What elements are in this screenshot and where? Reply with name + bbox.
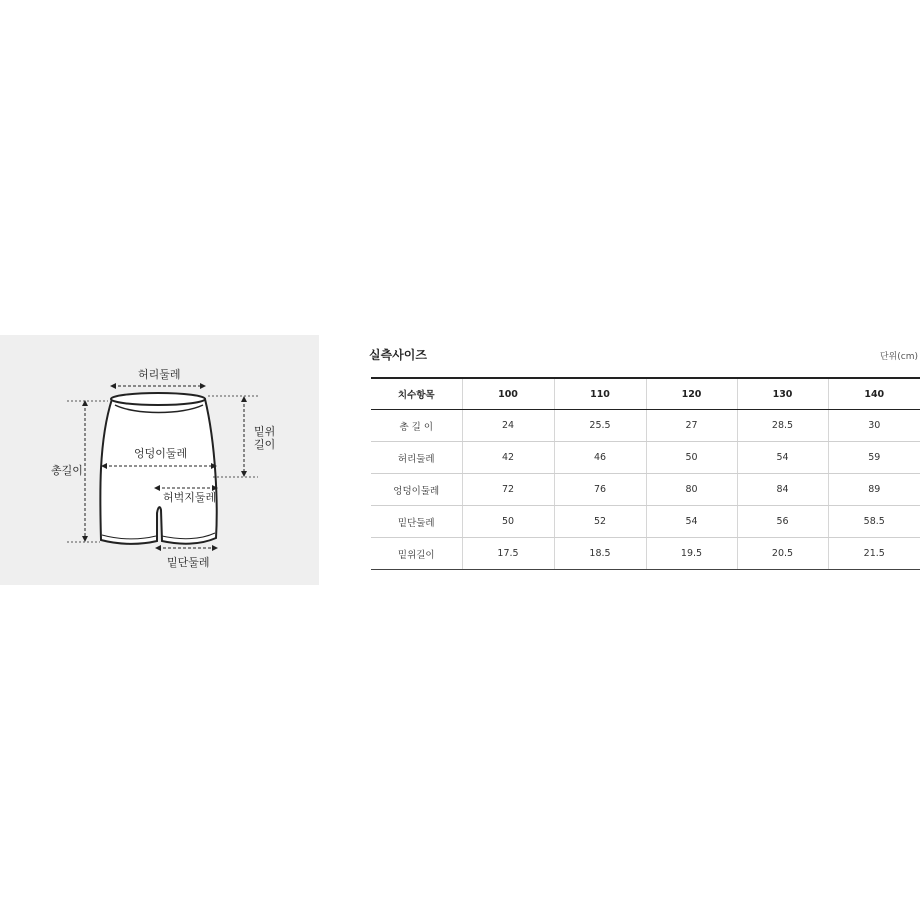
table-row [371, 538, 920, 570]
rise-label-line1: 밑위 [254, 425, 276, 438]
table-cell: 19.5 [646, 538, 737, 570]
total-length-label: 총길이 [51, 464, 83, 477]
hem-arrow-right [212, 545, 218, 551]
waist-arrow-right [200, 383, 206, 389]
table-cell: 42 [462, 442, 554, 474]
table-cell: 89 [828, 474, 920, 506]
row-label: 총 길 이 [371, 410, 462, 442]
waistband [111, 393, 205, 405]
table-cell: 18.5 [554, 538, 646, 570]
table-cell: 76 [554, 474, 646, 506]
table-cell: 50 [462, 506, 554, 538]
table-row [371, 474, 920, 506]
rise-label-line2: 길이 [254, 438, 276, 451]
table-header-row [371, 378, 920, 410]
table-cell: 20.5 [737, 538, 828, 570]
table-cell: 25.5 [554, 410, 646, 442]
waist-label: 허리둘레 [138, 368, 181, 381]
total-length-arrow-bottom [82, 536, 88, 542]
table-cell: 58.5 [828, 506, 920, 538]
table-cell: 72 [462, 474, 554, 506]
size-chart-title: 실측사이즈 [369, 348, 427, 362]
header-cell-size: 120 [646, 378, 737, 410]
rise-arrow-top [241, 396, 247, 402]
header-cell-item: 치수항목 [371, 378, 462, 410]
size-table [371, 377, 920, 570]
table-cell: 27 [646, 410, 737, 442]
table-cell: 21.5 [828, 538, 920, 570]
header-cell-size: 140 [828, 378, 920, 410]
table-cell: 56 [737, 506, 828, 538]
table-cell: 30 [828, 410, 920, 442]
thigh-label: 허벅지둘레 [163, 491, 217, 504]
table-cell: 54 [646, 506, 737, 538]
waist-arrow-left [110, 383, 116, 389]
shorts-outline [100, 399, 216, 544]
table-cell: 84 [737, 474, 828, 506]
rise-arrow-bottom [241, 471, 247, 477]
hem-arrow-left [155, 545, 161, 551]
table-cell: 54 [737, 442, 828, 474]
table-cell: 17.5 [462, 538, 554, 570]
row-label: 밑단둘레 [371, 506, 462, 538]
shorts-diagram-panel [0, 335, 319, 585]
table-cell: 52 [554, 506, 646, 538]
table-cell: 50 [646, 442, 737, 474]
table-cell: 46 [554, 442, 646, 474]
header-cell-size: 100 [462, 378, 554, 410]
table-cell: 28.5 [737, 410, 828, 442]
header-cell-size: 110 [554, 378, 646, 410]
table-cell: 59 [828, 442, 920, 474]
row-label: 허리둘레 [371, 442, 462, 474]
unit-label: 단위(cm) [879, 352, 918, 362]
hip-label: 엉덩이둘레 [134, 447, 188, 460]
table-cell: 80 [646, 474, 737, 506]
table-cell: 24 [462, 410, 554, 442]
table-row [371, 442, 920, 474]
table-row [371, 506, 920, 538]
table-row [371, 410, 920, 442]
header-cell-size: 130 [737, 378, 828, 410]
row-label: 밑위길이 [371, 538, 462, 570]
row-label: 엉덩이둘레 [371, 474, 462, 506]
hem-label: 밑단둘레 [167, 556, 210, 569]
